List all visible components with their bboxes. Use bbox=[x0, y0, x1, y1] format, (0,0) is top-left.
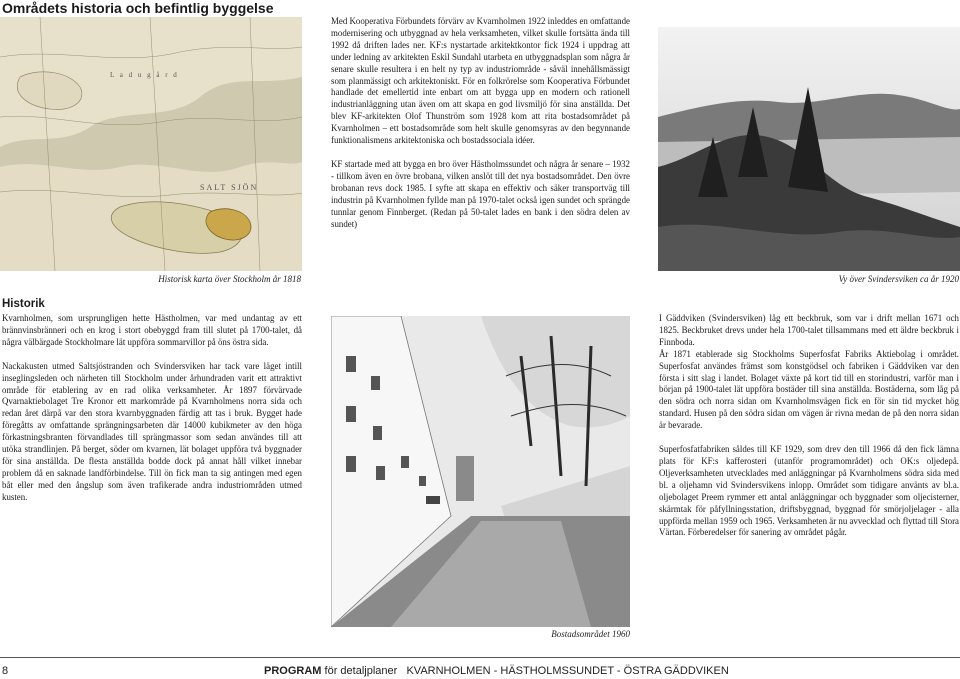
paragraph-nackakusten: Nackakusten utmed Saltsjöstranden och Svindersviken har tack vare läget intill inseglingsleden och närheten till Stockholm under århundraden varit ett attraktivt område för etablering av en rad olika verksamheter. År 1897 förvärvade Qvarnaktiebolaget Tre Kronor ett markområde på Kvarnholmens norra sida och redan året därpå var den stora kvarnbyggnaden färdig att tas i bruk. Bygget hade föregåtts av omfattande sprängningsarbeten där 14000 kubikmeter av den höga förkastningsbranten förvandlades till sprängmassor som sedan användes till att utöka strandlinjen. På berget, söder om kvarnen, lät bolaget uppföra två byggnader för sina anställda. De flesta anställda bodde dock på annat håll vilket innebar problem då en saknade landförbindelse. Till ön fick man ta sig antingen med egen båt eller med den ångslup som även trafikerade andra industriområden utmed kusten. bbox=[2, 360, 302, 502]
paragraph-superfosfat: År 1871 etablerade sig Stockholms Superfosfat Fabriks Aktiebolag i området. Superfosfat användes främst som konstgödsel och fabriken i Gäddviken var den första i sitt slag i landet. Bolaget växte på kort tid till en storindustri, varför man i början på 1900-talet lät uppföra bostäder till sina anställda. Bostäderna, som låg på den södra och norra sidan om Kvarnholmsvägen fick en för sin tid mycket hög standard. Husen på den södra sidan om vägen är rivna medan de på den norra sidan är bevarade. bbox=[659, 348, 959, 431]
photo-illustration-mid bbox=[331, 316, 630, 627]
map-caption: Historisk karta över Stockholm år 1818 bbox=[158, 274, 301, 284]
historic-map-image bbox=[0, 17, 302, 271]
section-heading-historik: Historik bbox=[2, 298, 45, 310]
paragraph-bridge: KF startade med att bygga en bro över Hästholmssundet och några år senare – 1932 - tillkom även en övre brobana, vilken anslöt till det nya bostadsområdet. Den övre brobanan revs dock 1985. I syfte att skapa en effektiv och säker transportväg till industrin på Kvarnholmen fyllde man på 1970-talet också igen sundet och sprängde tunnlar genom Finnberget. (Redan på 50-talet lades en bank i den södra delen av sundet) bbox=[331, 158, 630, 229]
paragraph-kf-oljedepa: Superfosfatfabriken såldes till KF 1929, som drev den till 1966 då den fick lämna plats för KF:s kafferosteri (utanför programområdet) och OK:s oljedepå. Oljeverksamheten utvecklades med anläggningar på Kvarnholmens södra sida med bl. a oljehamn vid Svindersvikens inlopp. Området som tidigare använts av bl.a. oljebolaget Preem rymmer ett antal anläggningar och byggnader som oljecisterner, skärmtak för påfyllningsstation, driftsbyggnad, byggnad för smörjoljelager - alla uppförda mellan 1959 och 1965. Verksamheten är nu avvecklad och flyttad till Stora Värtan. Förberedelser för sanering av området pågår. bbox=[659, 444, 959, 538]
historik-text bbox=[2, 313, 302, 504]
footer-for-detaljplaner: för detaljplaner bbox=[324, 665, 398, 677]
footer-area: KVARNHOLMEN - HÄSTHOLMSSUNDET - ÖSTRA GÄDDVIKEN bbox=[406, 665, 729, 677]
footer-title bbox=[264, 665, 729, 677]
map-label-saltsjon: SALT SJÖN bbox=[200, 183, 259, 192]
svindersviken-photo bbox=[658, 27, 960, 271]
paragraph-kf-history: Med Kooperativa Förbundets förvärv av Kvarnholmen 1922 inleddes en omfattande modernisering och utbyggnad av hela verksamheten, vilket skulle fortsätta ända till 1992 då driften lades ner. KF:s nystartade arkitektkontor fick 1924 i uppdrag att under ledning av arkitekten Eskil Sundahl utarbeta en utbyggnadsplan som några år senare skulle resultera i en helt ny typ av industriområde - såväl innehållsmässigt som planmässigt och arkitektoniskt. För en folkrörelse som Kooperativa Förbundet handlade det emellertid inte enbart om att bygga upp en modern och rationell industrianläggning utan även om att skapa en god livsmiljö för sina anställda. Det blev KF-arkitekten Olof Thunström som 1928 kom att rita bostadsområdet på Kvarnholmen – ett bostadsområde som helt skulle genomsyras av den begynnande funktionalismens arkitektoniska och bostadssociala idéer. bbox=[331, 16, 630, 146]
residential-area-photo bbox=[331, 316, 630, 627]
svindersviken-caption: Vy över Svindersviken ca år 1920 bbox=[838, 274, 959, 284]
paragraph-gaddviken: I Gäddviken (Svindersviken) låg ett beckbruk, som var i drift mellan 1671 och 1825. Beckbruket drevs under hela 1700-talet tillsammans med ett äldre beckbruk i Finnboda. bbox=[659, 313, 959, 347]
map-label-ladugard: L a d u g å r d bbox=[110, 71, 179, 79]
text-column-right bbox=[659, 313, 959, 539]
footer-rule bbox=[0, 657, 960, 658]
page-title: Områdets historia och befintlig byggelse bbox=[2, 0, 274, 16]
text-column-top bbox=[331, 16, 630, 230]
map-illustration bbox=[0, 17, 302, 271]
photo-illustration bbox=[658, 27, 960, 271]
residential-area-caption: Bostadsområdet 1960 bbox=[551, 629, 630, 639]
footer-program: PROGRAM bbox=[264, 665, 322, 677]
page-number: 8 bbox=[2, 665, 9, 677]
paragraph-hastholmen: Kvarnholmen, som ursprungligen hette Hästholmen, var med undantag av ett brännvinsbränneri och en krog i stort obebyggd fram till slutet på 1700-talet, då några välbärgade Stockholmare lät uppföra sommarvillor på öns östra sida. bbox=[2, 313, 302, 347]
